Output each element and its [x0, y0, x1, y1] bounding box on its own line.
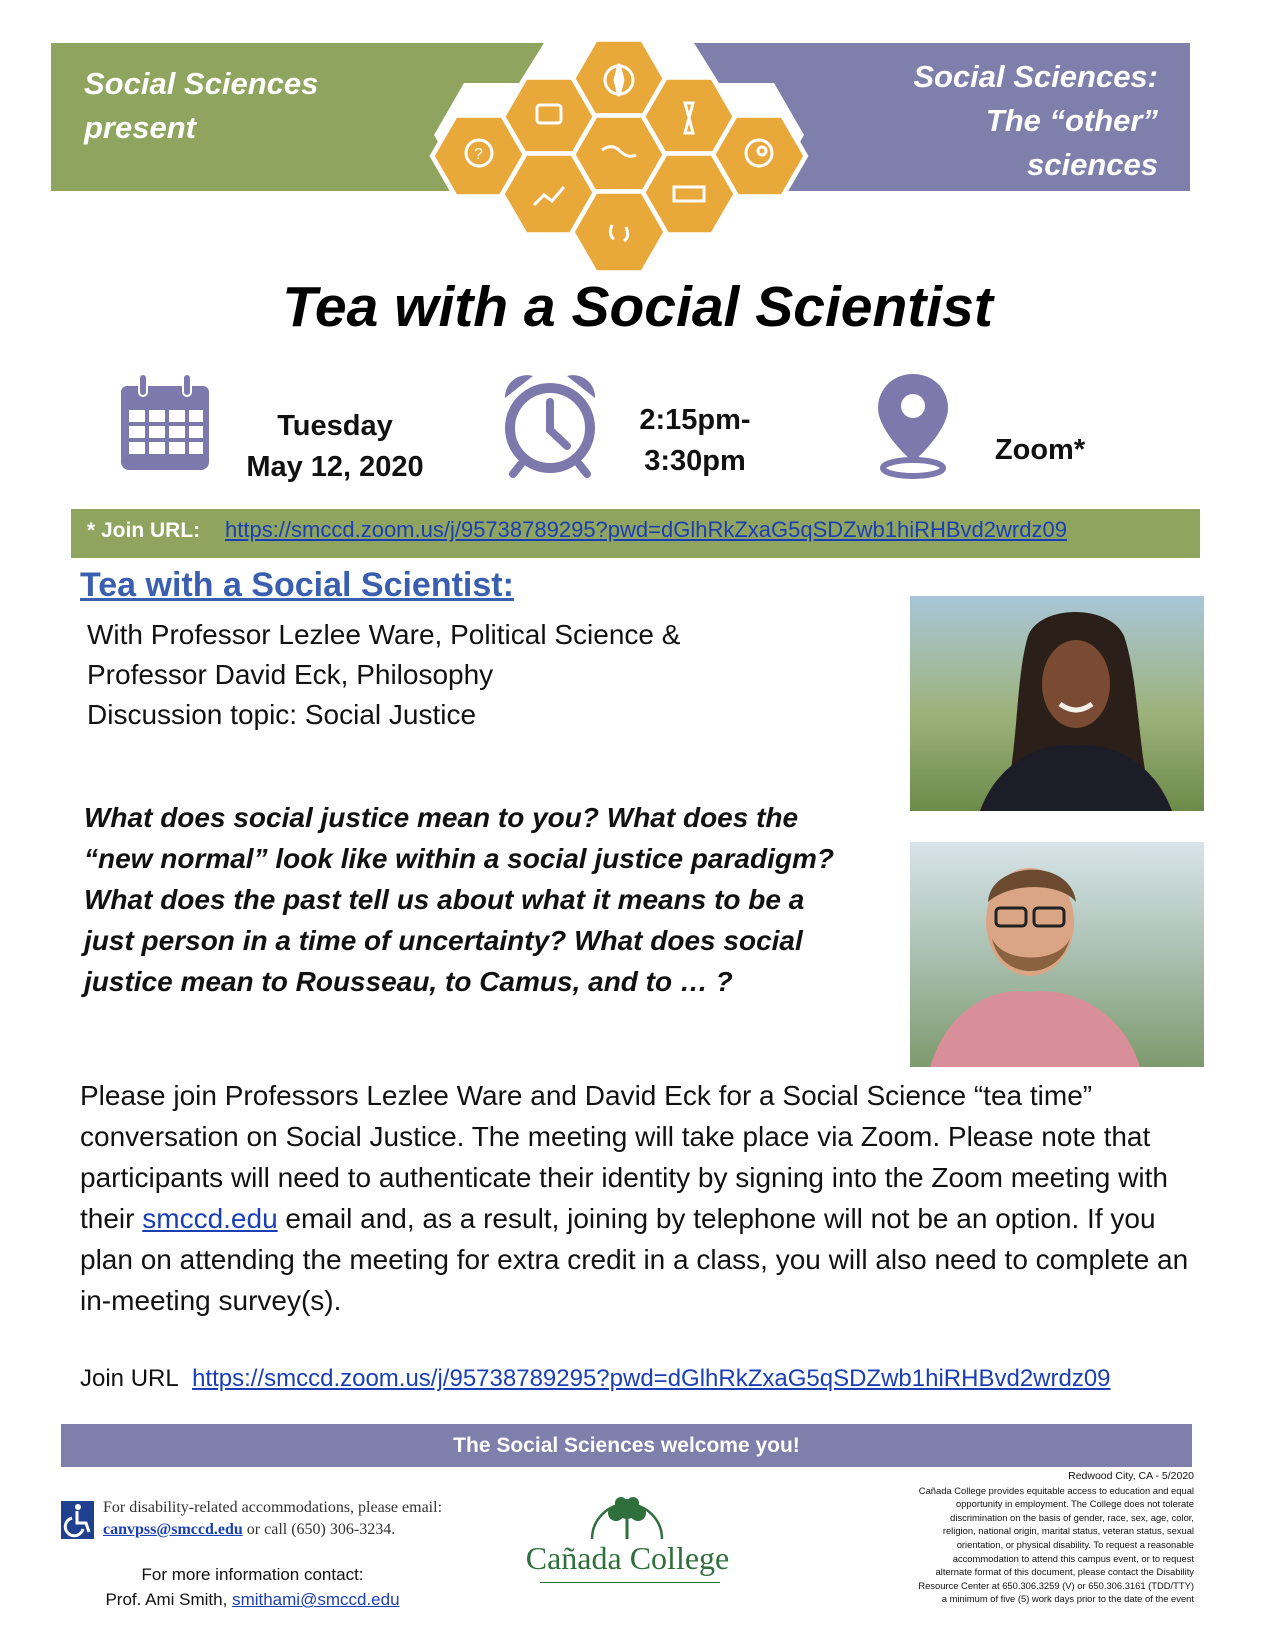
legal-line: religion, national origin, marital status, veteran status, sexual	[942, 1525, 1194, 1537]
canada-college-name: Cañada College	[525, 1540, 730, 1576]
professor-ware-photo	[910, 596, 1204, 811]
legal-line: orientation, or physical disability. To request a reasonable	[956, 1538, 1194, 1550]
hexagon-icons-graphic	[394, 35, 844, 275]
legal-location-date: Redwood City, CA - 5/2020	[1068, 1470, 1194, 1482]
alarm-clock-icon	[497, 368, 603, 478]
event-time-end: 3:30pm	[644, 445, 746, 477]
accessibility-line1: For disability-related accommodations, please email:	[103, 1499, 443, 1516]
canada-college-tree-logo	[588, 1485, 666, 1541]
header-right-line1: Social Sciences:	[913, 59, 1158, 94]
header-right-line2: The “other”	[985, 103, 1158, 138]
accessibility-info	[103, 1497, 442, 1541]
calendar-icon	[117, 372, 213, 472]
question-line: What does social justice mean to you? What does the	[84, 802, 799, 833]
wheelchair-accessibility-icon	[61, 1501, 94, 1539]
intro-line-1: With Professor Lezlee Ware, Political Science &	[87, 619, 681, 650]
legal-line: alternate format of this document, please contact the Disability	[935, 1566, 1194, 1578]
description-text-part2: email and, as a result, joining by telephone will not be an option. If you plan on attending the meeting for extra credit in a class, you will also need to complete an in-meeting survey(s).	[80, 1203, 1189, 1316]
professor-eck-photo	[910, 842, 1204, 1067]
event-time-start: 2:15pm-	[639, 404, 751, 436]
event-day: Tuesday	[277, 410, 393, 442]
question-line: just person in a time of uncertainty? What does social	[84, 925, 803, 956]
event-time	[610, 400, 780, 482]
contact-email-link[interactable]: smithami@smccd.edu	[232, 1590, 400, 1609]
contact-info	[70, 1562, 435, 1612]
header-right-line3: sciences	[1027, 147, 1158, 182]
join-url-label: * Join URL:	[87, 519, 201, 542]
event-title: Tea with a Social Scientist	[282, 275, 993, 339]
smccd-domain-link[interactable]: smccd.edu	[142, 1203, 278, 1234]
question-line: “new normal” look like within a social justice paradigm?	[84, 843, 834, 874]
legal-notice	[812, 1470, 1194, 1606]
legal-line: a minimum of five (5) work days prior to the date of the event	[941, 1593, 1194, 1605]
question-line: What does the past tell us about what it means to be a	[84, 884, 805, 915]
header-left-line2: present	[84, 110, 196, 145]
header-tagline-text	[880, 55, 1158, 187]
header-presenter-text	[84, 62, 318, 150]
intro-line-2: Professor David Eck, Philosophy	[87, 659, 494, 690]
discussion-questions	[84, 797, 884, 1002]
header-left-line1: Social Sciences	[84, 66, 319, 101]
intro-line-3: Discussion topic: Social Justice	[87, 699, 477, 730]
accessibility-phone: or call (650) 306-3234.	[242, 1521, 396, 1538]
legal-line: discrimination on the basis of gender, race, sex, age, color,	[950, 1511, 1194, 1523]
join-url-link[interactable]: https://smccd.zoom.us/j/95738789295?pwd=dGlhRkZxaG5qSDZwb1hiRHBvd2wrdz09	[225, 517, 1067, 542]
question-line: justice mean to Rousseau, to Camus, and to … ?	[84, 966, 733, 997]
event-description	[80, 1075, 1210, 1321]
section-heading: Tea with a Social Scientist:	[80, 566, 514, 604]
contact-line2	[70, 1587, 435, 1612]
logo-underline	[540, 1582, 720, 1583]
svg-text:?: ?	[474, 146, 483, 163]
footprints-icon	[572, 191, 666, 272]
welcome-text: The Social Sciences welcome you!	[453, 1434, 800, 1457]
legal-line: Cañada College provides equitable access to education and equal	[918, 1484, 1194, 1496]
bottom-join-label: Join URL	[80, 1365, 179, 1392]
location-pin-icon	[874, 372, 952, 480]
legal-line: Resource Center at 650.306.3259 (V) or 650.306.3161 (TDD/TTY)	[918, 1579, 1194, 1591]
contact-name: Prof. Ami Smith,	[105, 1590, 233, 1609]
legal-line: opportunity in employment. The College does not tolerate	[956, 1498, 1194, 1510]
event-date	[225, 406, 445, 488]
description-text-part1: Please join Professors Lezlee Ware and David Eck for a Social Science “tea time” conversation on Social Justice. The meeting will take place via Zoom. Please note that participants will need to authenticate their identity by signing into the Zoom meeting with their	[80, 1080, 1168, 1234]
legal-line: accommodation to attend this campus event, or to request	[952, 1552, 1194, 1564]
event-location: Zoom*	[994, 434, 1086, 466]
contact-line1: For more information contact:	[141, 1565, 364, 1584]
bottom-join-url-link[interactable]: https://smccd.zoom.us/j/95738789295?pwd=dGlhRkZxaG5qSDZwb1hiRHBvd2wrdz09	[192, 1365, 1111, 1392]
event-date-value: May 12, 2020	[246, 451, 424, 483]
bottom-join-url	[80, 1365, 1111, 1393]
accessibility-email-link[interactable]: canvpss@smccd.edu	[103, 1521, 243, 1538]
accessibility-line2	[103, 1519, 442, 1541]
